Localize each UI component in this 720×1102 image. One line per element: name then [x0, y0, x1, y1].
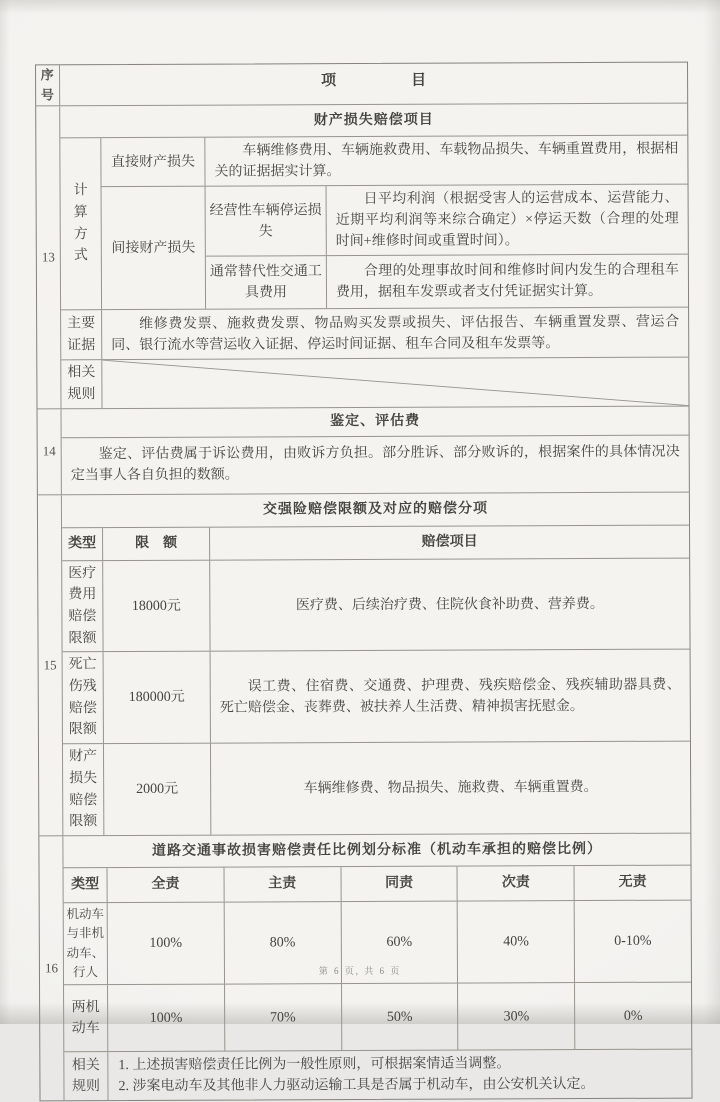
section-15-number: 15	[43, 657, 57, 673]
motor-vs-nonmotor-equal: 60%	[340, 901, 457, 983]
s15-row-property	[63, 741, 690, 835]
s16-header-type: 类型	[71, 877, 100, 893]
substitute-transport-label: 通常替代性交通工具费用	[209, 264, 322, 301]
property-limit-amount: 2000元	[103, 744, 210, 835]
section-16-number: 16	[44, 960, 58, 976]
motor-vs-nonmotor-type: 机动车与非机动车、行人	[66, 907, 105, 980]
calc-method-block	[60, 135, 688, 310]
direct-loss-row	[101, 136, 687, 187]
indirect-loss-label: 间接财产损失	[111, 240, 196, 256]
s16-header-minor: 次责	[457, 866, 574, 901]
rules-16-label: 相关规则	[71, 1057, 100, 1095]
s16-row-two-motors	[64, 982, 691, 1052]
section-14-text-row	[62, 434, 689, 494]
suspension-loss-label: 经营性车辆停运损失	[209, 202, 322, 240]
rules-16-line-2: 2. 涉案电动车及其他非人力驱动运输工具是否属于机动车，由公安机关认定。	[118, 1077, 595, 1095]
rules-13-label-cell	[61, 360, 101, 408]
s16-header-row	[64, 864, 691, 902]
two-motors-minor: 30%	[457, 983, 574, 1050]
seq-header-cell	[36, 65, 59, 105]
section-16-title: 道路交通事故损害赔偿责任比例划分标准（机动车承担的赔偿比例）	[151, 841, 602, 859]
s15-header-limit: 限 额	[102, 527, 209, 559]
calc-method-label-cell	[60, 138, 101, 309]
section-14-text: 鉴定、评估费属于诉讼费用，由败诉方负担。部分胜诉、部分败诉的，根据案件的具体情况决定当事人各自负担的数额。	[70, 444, 680, 483]
evidence-label-cell	[61, 310, 101, 359]
motor-vs-nonmotor-minor: 40%	[457, 901, 574, 983]
indirect-loss-row	[102, 184, 689, 310]
page-number: 第 6 页, 共 6 页	[318, 966, 402, 976]
section-13-number: 13	[41, 249, 55, 265]
s15-header-row	[62, 524, 689, 560]
s15-header-items: 赔偿项目	[209, 525, 689, 559]
calc-method-label: 计算方式	[73, 183, 88, 264]
s16-header-major: 主责	[223, 867, 340, 902]
seq-header-label: 序号	[40, 67, 54, 103]
suspension-loss-text: 日平均利润（根据受害人的运营成本、运营能力、近期平均利润等来综合确定）×停运天数（合理的处理时间+维修时间或重置时间）。	[335, 190, 679, 250]
property-limit-type: 财产损失赔偿限额	[68, 749, 98, 830]
two-motors-type: 两机动车	[71, 999, 100, 1037]
rules-16-row	[64, 1049, 691, 1101]
direct-loss-text: 车辆维修费用、车辆施救费用、车载物品损失、车辆重置费用，根据相关的证据据实计算。	[214, 141, 679, 180]
property-limit-items: 车辆维修费、物品损失、施救费、车辆重置费。	[210, 742, 690, 835]
diagonal-slash	[102, 358, 688, 408]
motor-vs-nonmotor-none: 0-10%	[574, 900, 691, 982]
s15-row-death	[63, 649, 690, 743]
section-15-title: 交强险赔偿限额及对应的赔偿分项	[262, 501, 488, 518]
section-14-number: 14	[42, 443, 56, 459]
table-header-row	[36, 63, 687, 106]
s15-header-type: 类型	[68, 536, 97, 552]
s15-row-medical	[62, 557, 689, 651]
two-motors-none: 0%	[574, 983, 691, 1050]
item-header-cell: 项 目	[321, 72, 427, 90]
substitute-transport-text: 合理的处理事故时间和维修时间内发生的合理租车费用，据租车发票或者支付凭证据实计算。	[335, 262, 679, 301]
death-limit-type: 死亡伤残赔偿限额	[68, 657, 97, 738]
section-14	[38, 405, 689, 494]
two-motors-full: 100%	[107, 985, 224, 1052]
evidence-row	[61, 307, 688, 360]
two-motors-equal: 50%	[341, 984, 458, 1051]
direct-loss-label: 直接财产损失	[110, 154, 195, 170]
evidence-label: 主要证据	[67, 316, 96, 354]
suspension-loss-row	[206, 185, 688, 256]
section-13	[36, 103, 688, 408]
rules-16-line-1: 1. 上述损害赔偿责任比例为一般性原则，可根据案情适当调整。	[118, 1056, 511, 1074]
rules-16-text	[108, 1050, 604, 1100]
rules-13-label: 相关规则	[67, 365, 96, 403]
section-14-title: 鉴定、评估费	[330, 413, 421, 430]
rules-13-row	[61, 357, 688, 408]
section-13-title: 财产损失赔偿项目	[313, 112, 434, 129]
motor-vs-nonmotor-full: 100%	[107, 903, 224, 985]
death-limit-amount: 180000元	[103, 652, 210, 743]
death-limit-items: 误工费、住宿费、交通费、护理费、残疾赔偿金、残疾辅助器具费、死亡赔偿金、丧葬费、被扶养人生活费、精神损害抚慰金。	[219, 677, 681, 716]
medical-limit-amount: 18000元	[102, 560, 209, 651]
two-motors-major: 70%	[224, 985, 341, 1052]
compensation-table	[35, 62, 693, 1102]
medical-limit-items: 医疗费、后续治疗费、住院伙食补助费、营养费。	[209, 558, 689, 651]
s16-header-equal: 同责	[340, 866, 457, 901]
section-15	[38, 491, 690, 835]
motor-vs-nonmotor-major: 80%	[223, 902, 340, 984]
s16-header-full: 全责	[107, 868, 224, 903]
evidence-text: 维修费发票、施救费发票、物品购买发票或损失、评估报告、车辆重置发票、营运合同、银行流水等营运收入证据、停运时间证据、租车合同及租车发票等。	[111, 314, 680, 353]
medical-limit-type: 医疗费用赔偿限额	[68, 565, 97, 647]
substitute-transport-row	[206, 254, 688, 309]
s16-header-none: 无责	[574, 865, 691, 900]
